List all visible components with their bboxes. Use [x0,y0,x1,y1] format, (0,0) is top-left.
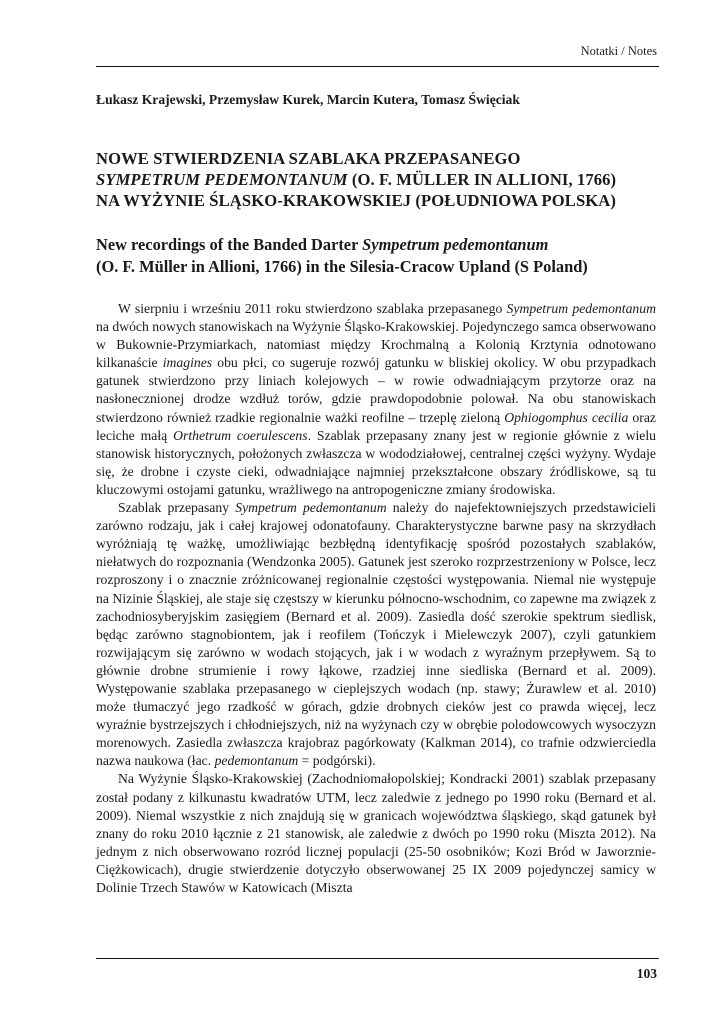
title-pl-authority: (O. F. MÜLLER IN ALLIONI, 1766) [347,170,617,189]
title-en-line1 [96,234,656,256]
title-pl-line2 [96,169,656,190]
p1-text-c: obu płci, co sugeruje rozwój gatunku w bliskiej okolicy. W obu przypadkach gatunek stwierdzono przy liniach kolejowych – w rowie odwadniającym przytorze oraz na nasłonecznionej drodze wzdłuż torów, gdzie prawdopodobnie polował. Na obu stanowiskach stwierdzono również rzadkie regionalnie ważki reofilne – trzeplę zieloną [96,355,656,425]
page-number: 103 [636,966,657,981]
p2-text-c: = podgórski). [298,753,376,769]
title-en-part1: New recordings of the Banded Darter [96,235,363,254]
p1-species-1: Sympetrum pedemontanum [506,301,656,316]
p3-text-a: Na Wyżynie Śląsko-Krakowskiej (Zachodniomałopolskiej; Kondracki 2001) szablak przepasany został podany z kilkunastu kwadratów UTM, lecz zaledwie z jednego po 1990 roku (Bernard et al. 2009). Niemal wszystkie z nich znajdują się w granicach województwa śląskiego, skąd gatunek był znany do roku 2010 łącznie z 21 stanowisk, ale zaledwie z dwóch po 1990 roku (Miszta 2012). Na jednym z nich obserwowano rozród licznej populacji (25-50 osobników; Kozi Bród w Jaworznie-Ciężkowicach), drugie stwierdzenie dotyczyło obserwowanej 25 IX 2009 pojedynczej samicy w Dolinie Trzech Stawów w Katowicach (Miszta [96,771,656,895]
p2-text-a: Szablak przepasany [118,500,236,516]
p2-term-pedemontanum: pedemontanum [214,753,299,769]
title-en-line2: (O. F. Müller in Allioni, 1766) in the Silesia-Cracow Upland (S Poland) [96,257,588,276]
paragraph-2 [96,499,656,770]
title-polish [96,148,656,211]
footer-rule [96,958,659,959]
p1-term-imagines: imagines [162,355,213,371]
p1-text-b: na dwóch nowych stanowiskach na Wyżynie Śląsko-Krakowskiej. Pojedynczego samca obserwowano w Bukownie-Przymiarkach, natomiast między Krochmalną a Kolonią Krztynia odnotowano kilkanaście [96,319,656,371]
title-english [96,234,656,278]
title-pl-line3: NA WYŻYNIE ŚLĄSKO-KRAKOWSKIEJ (POŁUDNIOWA POLSKA) [96,191,617,210]
p1-text-e: . Szablak przepasany znany jest w regionie głównie z wielu stanowisk historycznych, położonych zwłaszcza w wododziałowej, centralnej części wyżyny. Wydaje się, że drobne i czyste cieki, odwadniające najmniej przekształcone obszary źródliskowe, są tu kluczowymi ostojami gatunku, wrażliwego na antropogeniczne zmiany środowiska. [96,427,657,497]
authors: Łukasz Krajewski, Przemysław Kurek, Marcin Kutera, Tomasz Święciak [96,92,520,107]
p1-text-d: oraz leciche małą [96,409,656,443]
p1-species-3: Orthetrum coerulescens [173,427,308,443]
paragraph-1 [96,300,656,499]
running-head: Notatki / Notes [580,44,657,58]
article-body [96,300,656,897]
title-en-species: Sympetrum pedemontanum [362,235,549,254]
header-rule [96,66,659,67]
title-pl-line1: NOWE STWIERDZENIA SZABLAKA PRZEPASANEGO [96,149,521,168]
p2-text-b: należy do najefektowniejszych przedstawicieli zarówno rodzaju, jak i całej krajowej odonatofauny. Charakterystyczne barwne pasy na skrzydłach wyróżniają tę ważkę, umożliwiając bezbłędną identyfikację spośród pozostałych szablaków, niełatwych do rozpoznania (Wendzonka 2005). Gatunek jest szeroko rozprzestrzeniony w Polsce, lecz rozproszony i o znacznie zróżnicowanej regionalnie częstości występowania. Niemal nie występuje na Nizinie Śląskiej, ale staje się częstszy w kierunku północno-wschodnim, co zapewne ma związek z zachodniosyberyjskim zasięgiem (Bernard et al. 2009). Zasiedla dość szerokie spektrum siedlisk, będąc zarówno stagnobiontem, jak i reofilem (Tończyk i Mielewczyk 2007), czyli gatunkiem rozwijającym się zarówno w wodach stojących, jak i w wodach z wyraźnym przepływem. Są to głównie drobne strumienie i rowy łąkowe, rzadziej inne siedliska (Bernard et al. 2009). Występowanie szablaka przepasanego w cieplejszych wodach (np. stawy; Żurawlew et al. 2010) może tłumaczyć jego rzadkość w górach, gdzie drobnych cieków jest co prawda więcej, lecz wyraźnie bystrzejszych i chłodniejszych, niż na wyżynach czy w obrębie polodowcowych wysoczyzn morenowych. Zasiedla zwłaszcza krajobraz pagórkowaty (Kalkman 2014), co trafnie odzwierciedla nazwa naukowa (łac. [96,500,656,769]
paragraph-3 [96,770,656,897]
p1-text-a: W sierpniu i wrześniu 2011 roku stwierdzono szablaka przepasanego [118,301,507,316]
p1-species-2: Ophiogomphus cecilia [504,409,629,425]
title-pl-species: SYMPETRUM PEDEMONTANUM [96,170,348,189]
p2-species: Sympetrum pedemontanum [235,500,387,516]
